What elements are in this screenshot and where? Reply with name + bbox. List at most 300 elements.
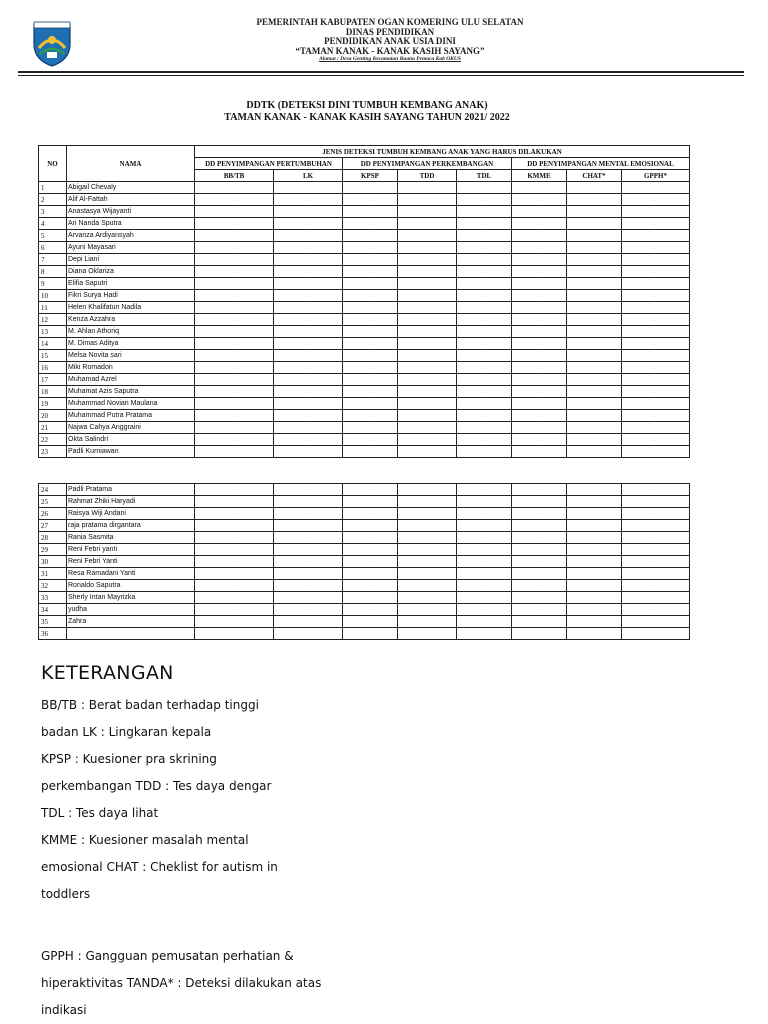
detection-cell: . — [274, 194, 343, 206]
detection-cell — [398, 242, 457, 254]
detection-cell — [567, 604, 622, 616]
detection-cell: . — [512, 206, 567, 218]
detection-cell: . — [195, 206, 274, 218]
row-no: 6 — [39, 242, 67, 254]
detection-cell: . — [457, 508, 512, 520]
detection-cell — [567, 254, 622, 266]
keterangan-line: BB/TB : Berat badan terhadap tinggi — [41, 698, 259, 712]
detection-cell: . — [343, 604, 398, 616]
row-name: Fikri Surya Hadi — [67, 290, 195, 302]
detection-cell — [457, 628, 512, 640]
row-name: yudha — [67, 604, 195, 616]
detection-cell: . — [195, 374, 274, 386]
detection-cell: . — [343, 314, 398, 326]
detection-cell: . — [343, 350, 398, 362]
detection-cell: . — [457, 218, 512, 230]
detection-cell — [398, 568, 457, 580]
detection-cell: . — [195, 266, 274, 278]
detection-cell: . — [274, 580, 343, 592]
detection-cell: . — [512, 580, 567, 592]
detection-cell: . — [622, 362, 690, 374]
detection-cell: . — [343, 194, 398, 206]
table-row — [39, 218, 690, 230]
document-title-line-2: TAMAN KANAK - KANAK KASIH SAYANG TAHUN 2021/ 2022 — [224, 112, 510, 123]
detection-cell: . — [274, 532, 343, 544]
detection-cell: . — [343, 496, 398, 508]
row-name: Padli Kurniawan — [67, 446, 195, 458]
detection-cell: . — [622, 592, 690, 604]
row-no: 18 — [39, 386, 67, 398]
detection-cell — [398, 556, 457, 568]
detection-cell: . — [195, 278, 274, 290]
row-no: 17 — [39, 374, 67, 386]
row-name: Elifia Saputri — [67, 278, 195, 290]
table-row — [39, 592, 690, 604]
detection-cell: . — [343, 206, 398, 218]
detection-cell: . — [195, 484, 274, 496]
row-name: Alif Al-Fattah — [67, 194, 195, 206]
detection-cell: . — [622, 484, 690, 496]
detection-cell: . — [457, 326, 512, 338]
detection-cell: . — [622, 568, 690, 580]
detection-cell: . — [274, 592, 343, 604]
table-row — [39, 278, 690, 290]
row-name: Ari Nanda Sputra — [67, 218, 195, 230]
detection-cell — [567, 580, 622, 592]
detection-cell: . — [622, 278, 690, 290]
keterangan-section — [41, 662, 322, 1017]
letterhead — [150, 18, 630, 63]
detection-cell: . — [195, 338, 274, 350]
detection-cell: . — [274, 242, 343, 254]
header-subgroup-mental: DD PENYIMPANGAN MENTAL EMOSIONAL — [512, 158, 690, 170]
detection-cell: . — [622, 242, 690, 254]
table-row — [39, 254, 690, 266]
table-row — [39, 616, 690, 628]
detection-cell: . — [343, 544, 398, 556]
detection-cell: . — [274, 266, 343, 278]
detection-cell: . — [512, 362, 567, 374]
detection-cell: . — [512, 532, 567, 544]
detection-cell — [567, 218, 622, 230]
row-no: 14 — [39, 338, 67, 350]
detection-cell: . — [195, 410, 274, 422]
detection-cell: . — [343, 434, 398, 446]
row-no: 1 — [39, 182, 67, 194]
row-no: 15 — [39, 350, 67, 362]
detection-cell — [567, 386, 622, 398]
detection-cell: . — [622, 616, 690, 628]
col-header-lk: LK — [274, 170, 343, 182]
detection-cell: . — [457, 194, 512, 206]
detection-cell: . — [457, 544, 512, 556]
letterhead-divider-thin — [18, 75, 744, 76]
detection-cell: . — [512, 314, 567, 326]
col-header-chat: CHAT* — [567, 170, 622, 182]
detection-cell: . — [195, 568, 274, 580]
detection-cell: . — [274, 338, 343, 350]
row-name: Melsa Novita sari — [67, 350, 195, 362]
header-nama: NAMA — [67, 146, 195, 182]
row-name: Muhamat Azis Saputra — [67, 386, 195, 398]
detection-cell: . — [274, 410, 343, 422]
detection-cell — [398, 410, 457, 422]
row-no: 20 — [39, 410, 67, 422]
detection-cell: . — [622, 266, 690, 278]
detection-cell: . — [274, 496, 343, 508]
letterhead-line-1: PEMERINTAH KABUPATEN OGAN KOMERING ULU SELATAN — [256, 17, 524, 27]
row-no: 2 — [39, 194, 67, 206]
row-no: 23 — [39, 446, 67, 458]
detection-cell: . — [622, 422, 690, 434]
detection-cell: . — [512, 568, 567, 580]
detection-cell: . — [195, 254, 274, 266]
detection-cell — [398, 206, 457, 218]
row-name: M. Dimas Aditya — [67, 338, 195, 350]
detection-cell: . — [274, 254, 343, 266]
detection-cell: . — [622, 544, 690, 556]
detection-cell — [398, 592, 457, 604]
detection-cell — [398, 266, 457, 278]
detection-cell — [398, 302, 457, 314]
detection-cell — [567, 278, 622, 290]
detection-cell: . — [622, 326, 690, 338]
detection-cell: . — [457, 520, 512, 532]
table-body-part-1 — [39, 182, 690, 458]
document-title-line-1: DDTK (DETEKSI DINI TUMBUH KEMBANG ANAK) — [246, 100, 488, 111]
detection-cell: . — [343, 278, 398, 290]
detection-cell: . — [274, 290, 343, 302]
detection-cell: . — [274, 326, 343, 338]
detection-cell: . — [512, 230, 567, 242]
table-row — [39, 350, 690, 362]
detection-cell — [398, 604, 457, 616]
detection-cell: . — [457, 242, 512, 254]
keterangan-line: emosional CHAT : Cheklist for autism in — [41, 860, 278, 874]
detection-cell: . — [512, 290, 567, 302]
table-row — [39, 422, 690, 434]
row-name: Raisya Wiji Andani — [67, 508, 195, 520]
keterangan-line: indikasi — [41, 1003, 87, 1017]
detection-cell: . — [512, 422, 567, 434]
row-name: Rahmat Zhiki Haryadi — [67, 496, 195, 508]
detection-cell — [567, 290, 622, 302]
detection-cell: . — [457, 350, 512, 362]
detection-cell: . — [195, 182, 274, 194]
row-no: 13 — [39, 326, 67, 338]
row-name: Resa Ramadani Yanti — [67, 568, 195, 580]
detection-cell — [398, 386, 457, 398]
row-name: Muhamad Azrel — [67, 374, 195, 386]
detection-cell: . — [622, 520, 690, 532]
detection-cell — [567, 592, 622, 604]
detection-cell: . — [512, 446, 567, 458]
detection-cell: . — [195, 362, 274, 374]
detection-cell: . — [512, 326, 567, 338]
detection-cell: . — [457, 496, 512, 508]
detection-cell: . — [622, 194, 690, 206]
table-row — [39, 194, 690, 206]
detection-cell — [398, 532, 457, 544]
row-name: Miki Romadon — [67, 362, 195, 374]
detection-cell — [398, 194, 457, 206]
detection-cell — [567, 398, 622, 410]
detection-cell: . — [274, 520, 343, 532]
detection-cell: . — [343, 302, 398, 314]
detection-cell — [398, 520, 457, 532]
row-no: 8 — [39, 266, 67, 278]
detection-cell: . — [274, 302, 343, 314]
detection-cell: . — [622, 314, 690, 326]
row-no: 35 — [39, 616, 67, 628]
keterangan-line: toddlers — [41, 887, 91, 901]
detection-cell: . — [457, 266, 512, 278]
table-row — [39, 496, 690, 508]
detection-cell: . — [622, 350, 690, 362]
table-row — [39, 302, 690, 314]
detection-cell — [567, 410, 622, 422]
detection-cell: . — [195, 532, 274, 544]
detection-cell — [567, 206, 622, 218]
detection-cell: . — [457, 604, 512, 616]
detection-cell: . — [343, 374, 398, 386]
detection-cell: . — [343, 616, 398, 628]
detection-cell — [567, 374, 622, 386]
detection-cell: . — [343, 326, 398, 338]
table-row — [39, 434, 690, 446]
detection-cell: . — [622, 410, 690, 422]
detection-cell — [567, 616, 622, 628]
detection-cell: . — [274, 422, 343, 434]
detection-cell — [567, 302, 622, 314]
detection-cell: . — [512, 616, 567, 628]
table-row — [39, 314, 690, 326]
detection-cell: . — [343, 398, 398, 410]
detection-cell: . — [343, 556, 398, 568]
detection-cell: . — [512, 350, 567, 362]
row-name — [67, 628, 195, 640]
detection-cell: . — [274, 484, 343, 496]
detection-cell: . — [343, 242, 398, 254]
detection-cell: . — [343, 218, 398, 230]
detection-cell — [567, 446, 622, 458]
detection-cell: . — [512, 302, 567, 314]
detection-cell: . — [343, 254, 398, 266]
row-no: 10 — [39, 290, 67, 302]
detection-cell: . — [512, 508, 567, 520]
table-row — [39, 230, 690, 242]
keterangan-heading: KETERANGAN — [41, 662, 174, 684]
detection-cell — [567, 242, 622, 254]
detection-cell: . — [195, 446, 274, 458]
detection-cell: . — [343, 532, 398, 544]
row-name: Najwa Cahya Anggraini — [67, 422, 195, 434]
table-row — [39, 580, 690, 592]
row-no: 3 — [39, 206, 67, 218]
detection-cell: . — [512, 484, 567, 496]
detection-cell: . — [457, 386, 512, 398]
detection-cell — [398, 350, 457, 362]
detection-cell: . — [343, 484, 398, 496]
row-name: Ayuni Mayasari — [67, 242, 195, 254]
detection-cell — [622, 628, 690, 640]
detection-cell: . — [622, 230, 690, 242]
detection-cell: . — [195, 434, 274, 446]
detection-cell — [567, 568, 622, 580]
detection-cell: . — [512, 254, 567, 266]
detection-cell — [398, 580, 457, 592]
detection-cell: . — [457, 422, 512, 434]
detection-cell — [567, 350, 622, 362]
detection-cell: . — [512, 194, 567, 206]
detection-cell: . — [274, 206, 343, 218]
table-row — [39, 242, 690, 254]
detection-cell — [567, 544, 622, 556]
detection-cell: . — [457, 446, 512, 458]
detection-cell — [398, 278, 457, 290]
letterhead-line-2: DINAS PENDIDIKAN — [345, 26, 435, 37]
detection-cell — [567, 520, 622, 532]
row-name: Sherly Intan Mayrizka — [67, 592, 195, 604]
detection-cell: . — [457, 254, 512, 266]
detection-cell: . — [512, 592, 567, 604]
detection-cell — [398, 484, 457, 496]
header-subgroup-perkembangan: DD PENYIMPANGAN PERKEMBANGAN — [343, 158, 512, 170]
header-group: JENIS DETEKSI TUMBUH KEMBANG ANAK YANG HARUS DILAKUKAN — [195, 146, 690, 158]
detection-cell: . — [343, 362, 398, 374]
detection-cell: . — [512, 242, 567, 254]
detection-cell: . — [457, 616, 512, 628]
detection-cell — [398, 254, 457, 266]
detection-cell: . — [622, 386, 690, 398]
detection-cell: . — [343, 386, 398, 398]
detection-cell: . — [343, 568, 398, 580]
detection-cell: . — [457, 556, 512, 568]
col-header-kmme: KMME — [512, 170, 567, 182]
detection-cell — [567, 326, 622, 338]
detection-cell: . — [622, 604, 690, 616]
detection-cell: . — [195, 194, 274, 206]
detection-cell: . — [512, 544, 567, 556]
col-header-tdl: TDL — [457, 170, 512, 182]
detection-cell — [398, 326, 457, 338]
detection-cell — [398, 290, 457, 302]
detection-cell: . — [274, 568, 343, 580]
row-name: Anastasya Wijayanti — [67, 206, 195, 218]
table-row — [39, 290, 690, 302]
detection-cell — [398, 338, 457, 350]
row-no: 7 — [39, 254, 67, 266]
detection-cell: . — [274, 314, 343, 326]
row-name: M. Ahlan Athoriq — [67, 326, 195, 338]
detection-cell: . — [195, 556, 274, 568]
detection-cell: . — [195, 302, 274, 314]
row-name: Reni Febri Yanti — [67, 556, 195, 568]
detection-cell: . — [274, 604, 343, 616]
col-header-tdd: TDD — [398, 170, 457, 182]
detection-cell: . — [195, 544, 274, 556]
row-no: 34 — [39, 604, 67, 616]
detection-cell — [398, 544, 457, 556]
detection-cell: . — [195, 290, 274, 302]
detection-cell: . — [195, 326, 274, 338]
detection-cell: . — [274, 544, 343, 556]
detection-cell: . — [195, 592, 274, 604]
detection-cell: . — [274, 182, 343, 194]
detection-cell — [512, 628, 567, 640]
detection-cell — [398, 434, 457, 446]
detection-cell — [567, 532, 622, 544]
row-name: Zahra — [67, 616, 195, 628]
detection-cell: . — [274, 508, 343, 520]
table-row — [39, 628, 690, 640]
detection-cell — [567, 230, 622, 242]
detection-cell: . — [274, 446, 343, 458]
detection-cell: . — [274, 434, 343, 446]
detection-cell: . — [195, 496, 274, 508]
row-no: 11 — [39, 302, 67, 314]
detection-cell: . — [274, 218, 343, 230]
detection-cell: . — [195, 314, 274, 326]
letterhead-divider-thick — [18, 71, 744, 73]
regency-emblem-logo — [30, 18, 74, 68]
table-row — [39, 544, 690, 556]
row-name: Helen Khalifatun Nadila — [67, 302, 195, 314]
detection-cell: . — [274, 278, 343, 290]
row-name: Okta Salindri — [67, 434, 195, 446]
detection-cell: . — [195, 422, 274, 434]
header-no: NO — [39, 146, 67, 182]
row-no: 27 — [39, 520, 67, 532]
detection-cell — [567, 508, 622, 520]
row-no: 29 — [39, 544, 67, 556]
detection-cell: . — [457, 230, 512, 242]
detection-cell: . — [343, 230, 398, 242]
detection-cell: . — [512, 520, 567, 532]
row-no: 21 — [39, 422, 67, 434]
detection-cell: . — [195, 386, 274, 398]
detection-cell: . — [622, 580, 690, 592]
row-name: Rania Sasmita — [67, 532, 195, 544]
detection-cell — [398, 616, 457, 628]
table-body-part-2 — [39, 484, 690, 640]
detection-cell: . — [195, 242, 274, 254]
detection-cell — [567, 484, 622, 496]
row-no: 24 — [39, 484, 67, 496]
detection-cell — [398, 362, 457, 374]
detection-cell: . — [622, 206, 690, 218]
col-header-bbtb: BB/TB — [195, 170, 274, 182]
letterhead-address: Alamat : Desa Genting Kecamatan Buana Pemaca Kab OKUS — [319, 56, 461, 62]
detection-cell: . — [274, 398, 343, 410]
table-row — [39, 374, 690, 386]
detection-cell — [567, 434, 622, 446]
col-header-gpph: GPPH* — [622, 170, 690, 182]
detection-cell: . — [195, 398, 274, 410]
row-no: 9 — [39, 278, 67, 290]
keterangan-line: badan LK : Lingkaran kepala — [41, 725, 212, 739]
ddtk-table-part-2 — [38, 483, 690, 640]
row-name: Abigail Chevaly — [67, 182, 195, 194]
row-no: 26 — [39, 508, 67, 520]
keterangan-line: GPPH : Gangguan pemusatan perhatian & — [41, 949, 294, 963]
table-row — [39, 266, 690, 278]
row-name: Arvanza Ardiyansyah — [67, 230, 195, 242]
detection-cell: . — [343, 580, 398, 592]
detection-cell: . — [343, 338, 398, 350]
keterangan-line: hiperaktivitas TANDA* : Deteksi dilakukan atas — [41, 976, 322, 990]
detection-cell — [567, 194, 622, 206]
